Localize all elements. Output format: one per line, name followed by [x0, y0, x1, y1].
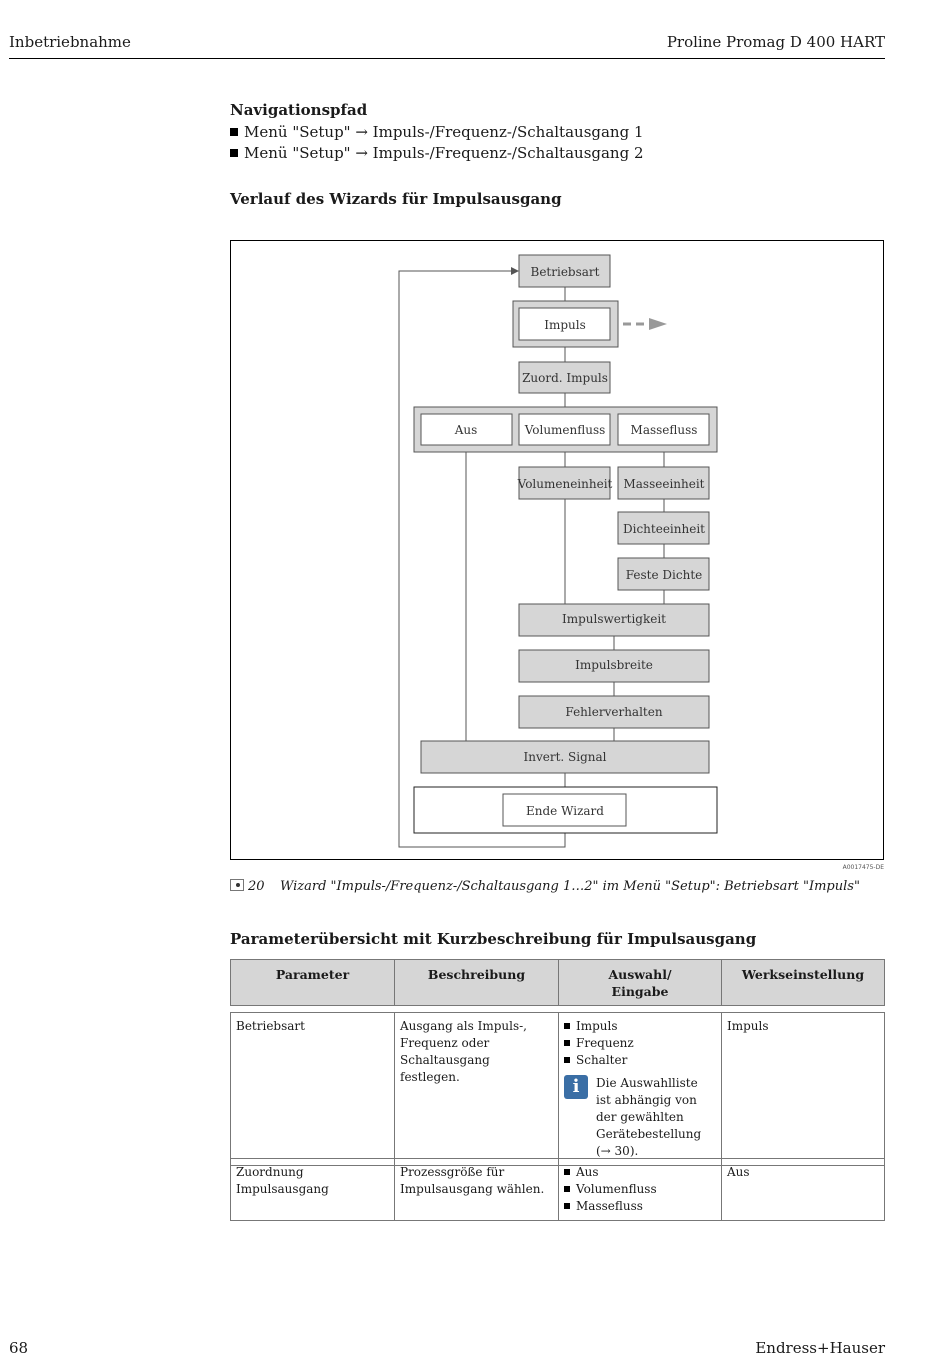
label-aus: Aus: [454, 423, 478, 437]
label-impuls: Impuls: [544, 318, 586, 332]
label-betriebsart: Betriebsart: [530, 265, 600, 279]
param-heading: Parameterübersicht mit Kurzbeschreibung für Impulsausgang: [230, 930, 757, 948]
nav-path-item: [230, 122, 644, 143]
info-text: Die Auswahlliste ist abhängig von der gewählten Gerätebestellung (→ 30).: [596, 1076, 702, 1158]
header-rule: [9, 58, 885, 59]
list-item: Massefluss: [564, 1198, 716, 1215]
col-header-auswahl: Auswahl/ Eingabe: [558, 959, 722, 1006]
figure-caption: [230, 879, 860, 894]
col-header-parameter: Parameter: [230, 959, 395, 1006]
label-feste-dichte: Feste Dichte: [625, 568, 703, 582]
nav-path-text: Menü "Setup" → Impuls-/Frequenz-/Schaltausgang 2: [244, 144, 644, 162]
option-list: [564, 1018, 716, 1069]
label-massefluss: Massefluss: [630, 423, 698, 437]
wizard-flow-diagram: [230, 240, 884, 860]
loop-arrow-icon: [511, 267, 519, 275]
bullet-square-icon: [230, 128, 238, 136]
brand-name: Endress+Hauser: [755, 1339, 885, 1357]
page-number: 68: [9, 1339, 29, 1357]
col-header-beschreibung: Beschreibung: [394, 959, 559, 1006]
col-header-werkseinstellung: Werkseinstellung: [721, 959, 885, 1006]
label-invert-signal: Invert. Signal: [523, 750, 607, 764]
label-dichteeinheit: Dichteeinheit: [623, 522, 705, 536]
label-impulsbreite: Impulsbreite: [575, 658, 653, 672]
nav-path-list: [230, 122, 644, 164]
caption-text: Wizard "Impuls-/Frequenz-/Schaltausgang 1…2" im Menü "Setup": Betriebsart "Impuls": [280, 879, 860, 894]
list-item: Volumenfluss: [564, 1181, 716, 1198]
cell-parameter: Zuordnung Impulsausgang: [230, 1158, 395, 1221]
cell-werkseinstellung: Aus: [721, 1158, 885, 1221]
bullet-square-icon: [230, 149, 238, 157]
figure-icon: [230, 879, 244, 891]
figure-id: A0017475-DE: [842, 864, 884, 871]
option-list: [564, 1164, 716, 1215]
label-ende-wizard: Ende Wizard: [526, 804, 604, 818]
cell-auswahl: [558, 1158, 722, 1221]
next-arrow-icon: [623, 318, 667, 330]
info-note: [564, 1075, 716, 1160]
info-icon: i: [564, 1075, 588, 1099]
nav-path-text: Menü "Setup" → Impuls-/Frequenz-/Schaltausgang 1: [244, 123, 644, 141]
label-fehlerverhalten: Fehlerverhalten: [565, 705, 663, 719]
cell-beschreibung: Prozessgröße für Impulsausgang wählen.: [394, 1158, 559, 1221]
caption-number: 20: [248, 879, 265, 894]
cell-beschreibung: Ausgang als Impuls-, Frequenz oder Schaltausgang festlegen.: [394, 1012, 559, 1166]
table-row: [230, 1012, 884, 1158]
list-item: Aus: [564, 1164, 716, 1181]
label-volumeneinheit: Volumeneinheit: [517, 477, 613, 491]
cell-auswahl: [558, 1012, 722, 1166]
cell-werkseinstellung: Impuls: [721, 1012, 885, 1166]
label-impulswertigkeit: Impulswertigkeit: [561, 612, 667, 626]
header-product-name: Proline Promag D 400 HART: [666, 33, 885, 51]
flow-svg: [231, 241, 885, 861]
header-section-title: Inbetriebnahme: [9, 33, 131, 51]
table-row: [230, 1158, 884, 1220]
label-volumenfluss: Volumenfluss: [524, 423, 606, 437]
nav-heading: Navigationspfad: [230, 101, 368, 119]
list-item: Schalter: [564, 1052, 716, 1069]
nav-path-item: [230, 143, 644, 164]
param-table-header: [230, 959, 884, 1004]
wizard-heading: Verlauf des Wizards für Impulsausgang: [230, 190, 562, 208]
label-masseeinheit: Masseeinheit: [623, 477, 705, 491]
label-zuord-impuls: Zuord. Impuls: [522, 371, 608, 385]
cell-parameter: Betriebsart: [230, 1012, 395, 1166]
list-item: Impuls: [564, 1018, 716, 1035]
list-item: Frequenz: [564, 1035, 716, 1052]
